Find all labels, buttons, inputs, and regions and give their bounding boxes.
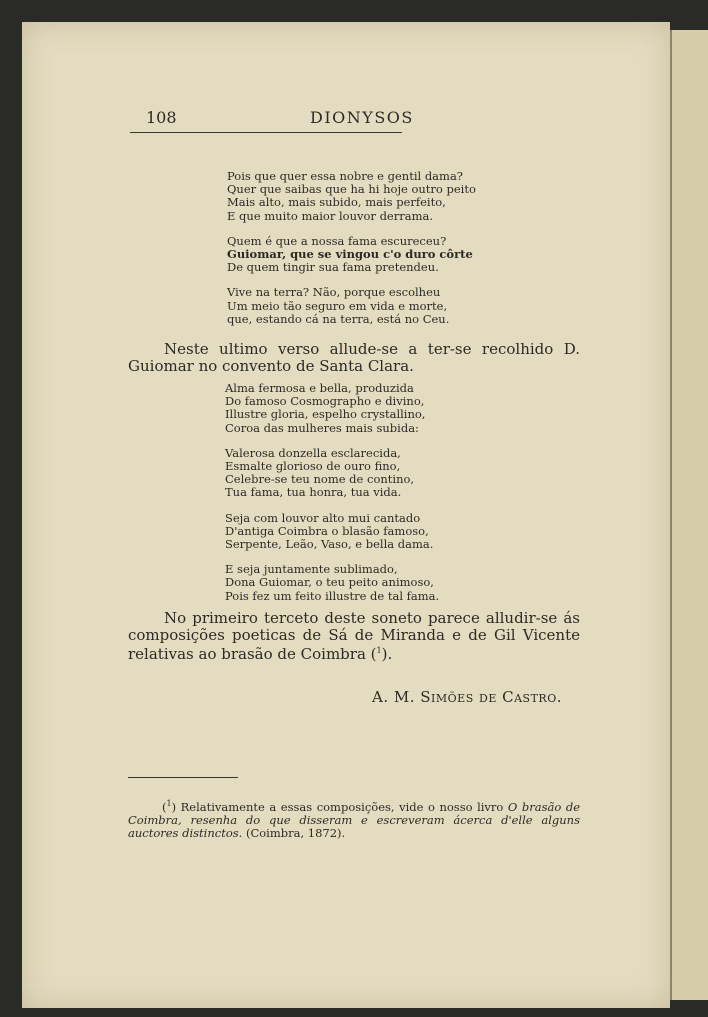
footnote-separator bbox=[128, 777, 238, 778]
signature-surname-1: Simões bbox=[420, 688, 474, 706]
sonnet-quatrain-1 bbox=[225, 382, 439, 435]
footnote-book-title: O brasão de Coimbra, resenha do que disseram e escreveram ácerca d'elle alguns auctores distinctos. bbox=[128, 799, 580, 840]
verse-line: Um meio tão seguro em vida e morte, bbox=[227, 298, 448, 313]
page-number: 108 bbox=[146, 108, 177, 127]
prose-paragraph-2 bbox=[128, 610, 580, 663]
paragraph-body: No primeiro terceto deste soneto parece alludir-se ás composições poeticas de Sá de Miranda e de Gil Vicente relativas ao brasão de Coimbra ( bbox=[128, 609, 580, 663]
paragraph-end: ). bbox=[381, 645, 393, 663]
verse-line: Esmalte glorioso de ouro fino, bbox=[225, 459, 401, 474]
poem-1 bbox=[227, 170, 476, 338]
poem-1-stanza-1 bbox=[227, 170, 476, 223]
sonnet-tercet-1 bbox=[225, 512, 439, 552]
verse-line: Mais alto, mais subido, mais perfeito, bbox=[227, 195, 446, 210]
verse-line: Illustre gloria, espelho crystallino, bbox=[225, 407, 426, 422]
poem-2-sonnet bbox=[225, 382, 439, 615]
verse-line: Coroa das mulheres mais subida: bbox=[225, 420, 419, 435]
verse-line: Dona Guiomar, o teu peito animoso, bbox=[225, 575, 434, 590]
footnote-text: ($^1$) Relativamente a essas composições, vide o nosso livro O brasão de Coimbra, resenha do que disseram e escreveram ácerca d'elle alguns auctores distinctos. (Coimbra, 1872). bbox=[128, 799, 580, 840]
page-header bbox=[130, 106, 414, 133]
paragraph-text bbox=[128, 610, 580, 663]
verse-line: Quem é que a nossa fama escureceu? bbox=[227, 233, 447, 248]
verse-line: Alma fermosa e bella, produzida bbox=[225, 381, 414, 395]
verse-line: Do famoso Cosmographo e divino, bbox=[225, 394, 425, 409]
footnote-tail: (Coimbra, 1872). bbox=[242, 825, 346, 840]
verse-line: Guiomar, que se vingou c'o duro côrte bbox=[227, 247, 473, 262]
verse-line: Quer que saibas que ha hi hoje outro peito bbox=[227, 182, 476, 197]
verse-line: Pois fez um feito illustre de tal fama. bbox=[225, 588, 440, 603]
sonnet-tercet-2 bbox=[225, 563, 439, 603]
verse-line: que, estando cá na terra, está no Ceu. bbox=[227, 311, 450, 326]
running-title: DIONYSOS bbox=[310, 108, 414, 127]
verse-line: Valerosa donzella esclarecida, bbox=[225, 445, 401, 460]
footnote bbox=[128, 797, 580, 840]
author-signature bbox=[372, 688, 562, 706]
verse-line: Seja com louvor alto mui cantado bbox=[225, 510, 421, 525]
footnote-lead: ) Relativamente a essas composições, vide o nosso livro bbox=[171, 799, 508, 814]
verse-line: De quem tingir sua fama pretendeu. bbox=[227, 260, 439, 275]
footnote-marker: 1 bbox=[166, 799, 172, 808]
verse-line: E que muito maior louvor derrama. bbox=[227, 208, 434, 223]
prose-paragraph-1 bbox=[128, 341, 580, 374]
verse-line: Pois que quer essa nobre e gentil dama? bbox=[227, 169, 463, 183]
sonnet-quatrain-2 bbox=[225, 447, 439, 500]
verse-line: Celebre-se teu nome de contino, bbox=[225, 472, 415, 487]
verse-line: Tua fama, tua honra, tua vida. bbox=[225, 485, 402, 500]
footnote-reference: 1 bbox=[376, 646, 382, 655]
verse-line: E seja juntamente sublimado, bbox=[225, 562, 398, 577]
signature-surname-2: Castro. bbox=[502, 688, 562, 706]
signature-connector: de bbox=[473, 688, 503, 706]
facing-page-edge bbox=[670, 30, 708, 1000]
verse-line: Serpente, Leão, Vaso, e bella dama. bbox=[225, 537, 434, 552]
poem-1-stanza-2 bbox=[227, 235, 476, 275]
verse-line: Vive na terra? Não, porque escolheu bbox=[227, 285, 441, 300]
signature-initials: A. M. bbox=[372, 688, 421, 706]
verse-line: D'antiga Coimbra o blasão famoso, bbox=[225, 523, 429, 538]
paragraph-text: Neste ultimo verso allude-se a ter-se recolhido D. Guiomar no convento de Santa Clara. bbox=[128, 340, 580, 375]
poem-1-stanza-3 bbox=[227, 286, 476, 326]
